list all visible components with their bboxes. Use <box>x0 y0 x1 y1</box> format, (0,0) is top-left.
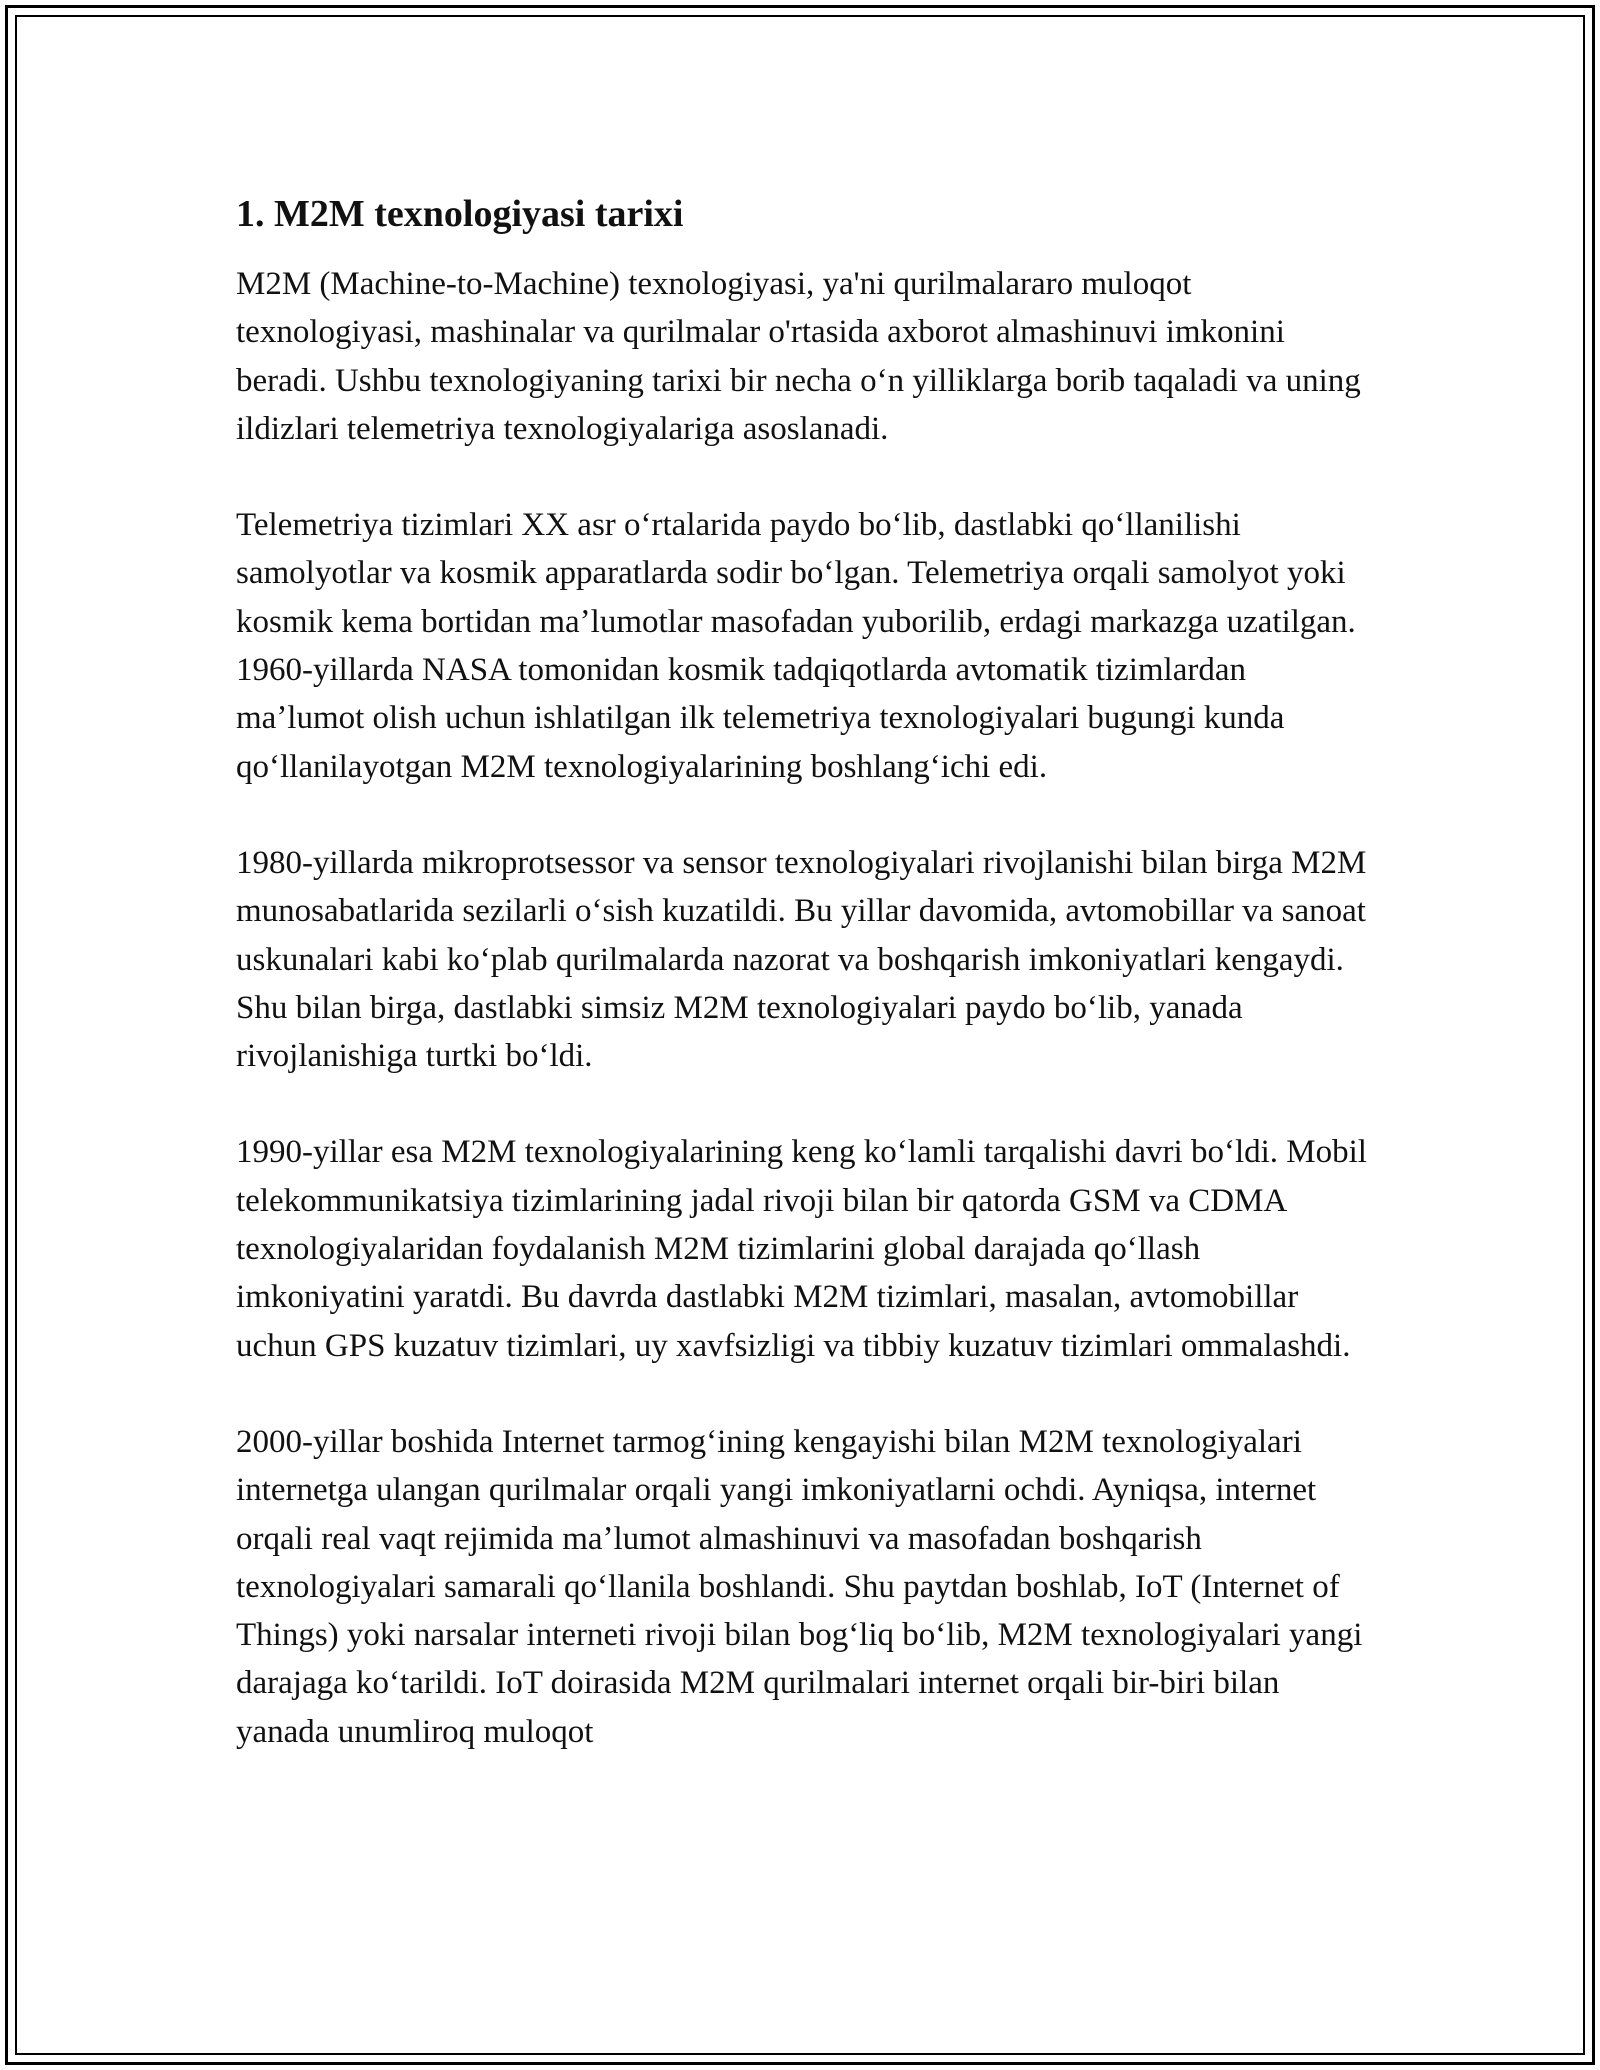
paragraph-intro: M2M (Machine-to-Machine) texnologiyasi, ya'ni qurilmalararo muloqot texnologiyasi, mashinalar va qurilmalar o'rtasida axborot almashinuvi imkonini beradi. Ushbu texnologiyaning tarixi bir necha oʻn yilliklarga borib taqaladi va uning ildizlari telemetriya texnologiyalariga asoslanadi. <box>236 266 1361 447</box>
paragraph-1990s: 1990-yillar esa M2M texnologiyalarining keng koʻlamli tarqalishi davri boʻldi. Mobil telekommunikatsiya tizimlarining jadal rivoji bilan bir qatorda GSM va CDMA texnologiyalaridan foydalanish M2M tizimlarini global darajada qoʻllash imkoniyatini yaratdi. Bu davrda dastlabki M2M tizimlari, masalan, avtomobillar uchun GPS kuzatuv tizimlari, uy xavfsizligi va tibbiy kuzatuv tizimlari ommalashdi. <box>236 1134 1367 1364</box>
paragraph-telemetry: Telemetriya tizimlari XX asr oʻrtalarida paydo boʻlib, dastlabki qoʻllanilishi samolyotlar va kosmik apparatlarda sodir boʻlgan. Telemetriya orqali samolyot yoki kosmik kema bortidan maʼlumotlar masofadan yuborilib, erdagi markazga uzatilgan. 1960-yillarda NASA tomonidan kosmik tadqiqotlarda avtomatik tizimlardan maʼlumot olish uchun ishlatilgan ilk telemetriya texnologiyalari bugungi kunda qoʻllanilayotgan M2M texnologiyalarining boshlangʻichi edi. <box>236 507 1356 785</box>
paragraph-1980s: 1980-yillarda mikroprotsessor va sensor texnologiyalari rivojlanishi bilan birga M2M munosabatlarida sezilarli oʻsish kuzatildi. Bu yillar davomida, avtomobillar va sanoat uskunalari kabi koʻplab qurilmalarda nazorat va boshqarish imkoniyatlari kengaydi. Shu bilan birga, dastlabki simsiz M2M texnologiyalari paydo boʻlib, yanada rivojlanishiga turtki boʻldi. <box>236 844 1367 1075</box>
paragraph-2000s: 2000-yillar boshida Internet tarmogʻining kengayishi bilan M2M texnologiyalari internetga ulangan qurilmalar orqali yangi imkoniyatlarni ochdi. Ayniqsa, internet orqali real vaqt rejimida maʼlumot almashinuvi va masofadan boshqarish texnologiyalari samarali qoʻllanila boshlandi. Shu paytdan boshlab, IoT (Internet of Things) yoki narsalar interneti rivoji bilan bogʻliq boʻlib, M2M texnologiyalari yangi darajaga koʻtarildi. IoT doirasida M2M qurilmalari internet orqali bir-biri bilan yanada unumliroq muloqot <box>236 1423 1363 1750</box>
section-heading: 1. M2M texnologiyasi tarixi <box>236 193 684 235</box>
document-body <box>236 186 1376 1756</box>
